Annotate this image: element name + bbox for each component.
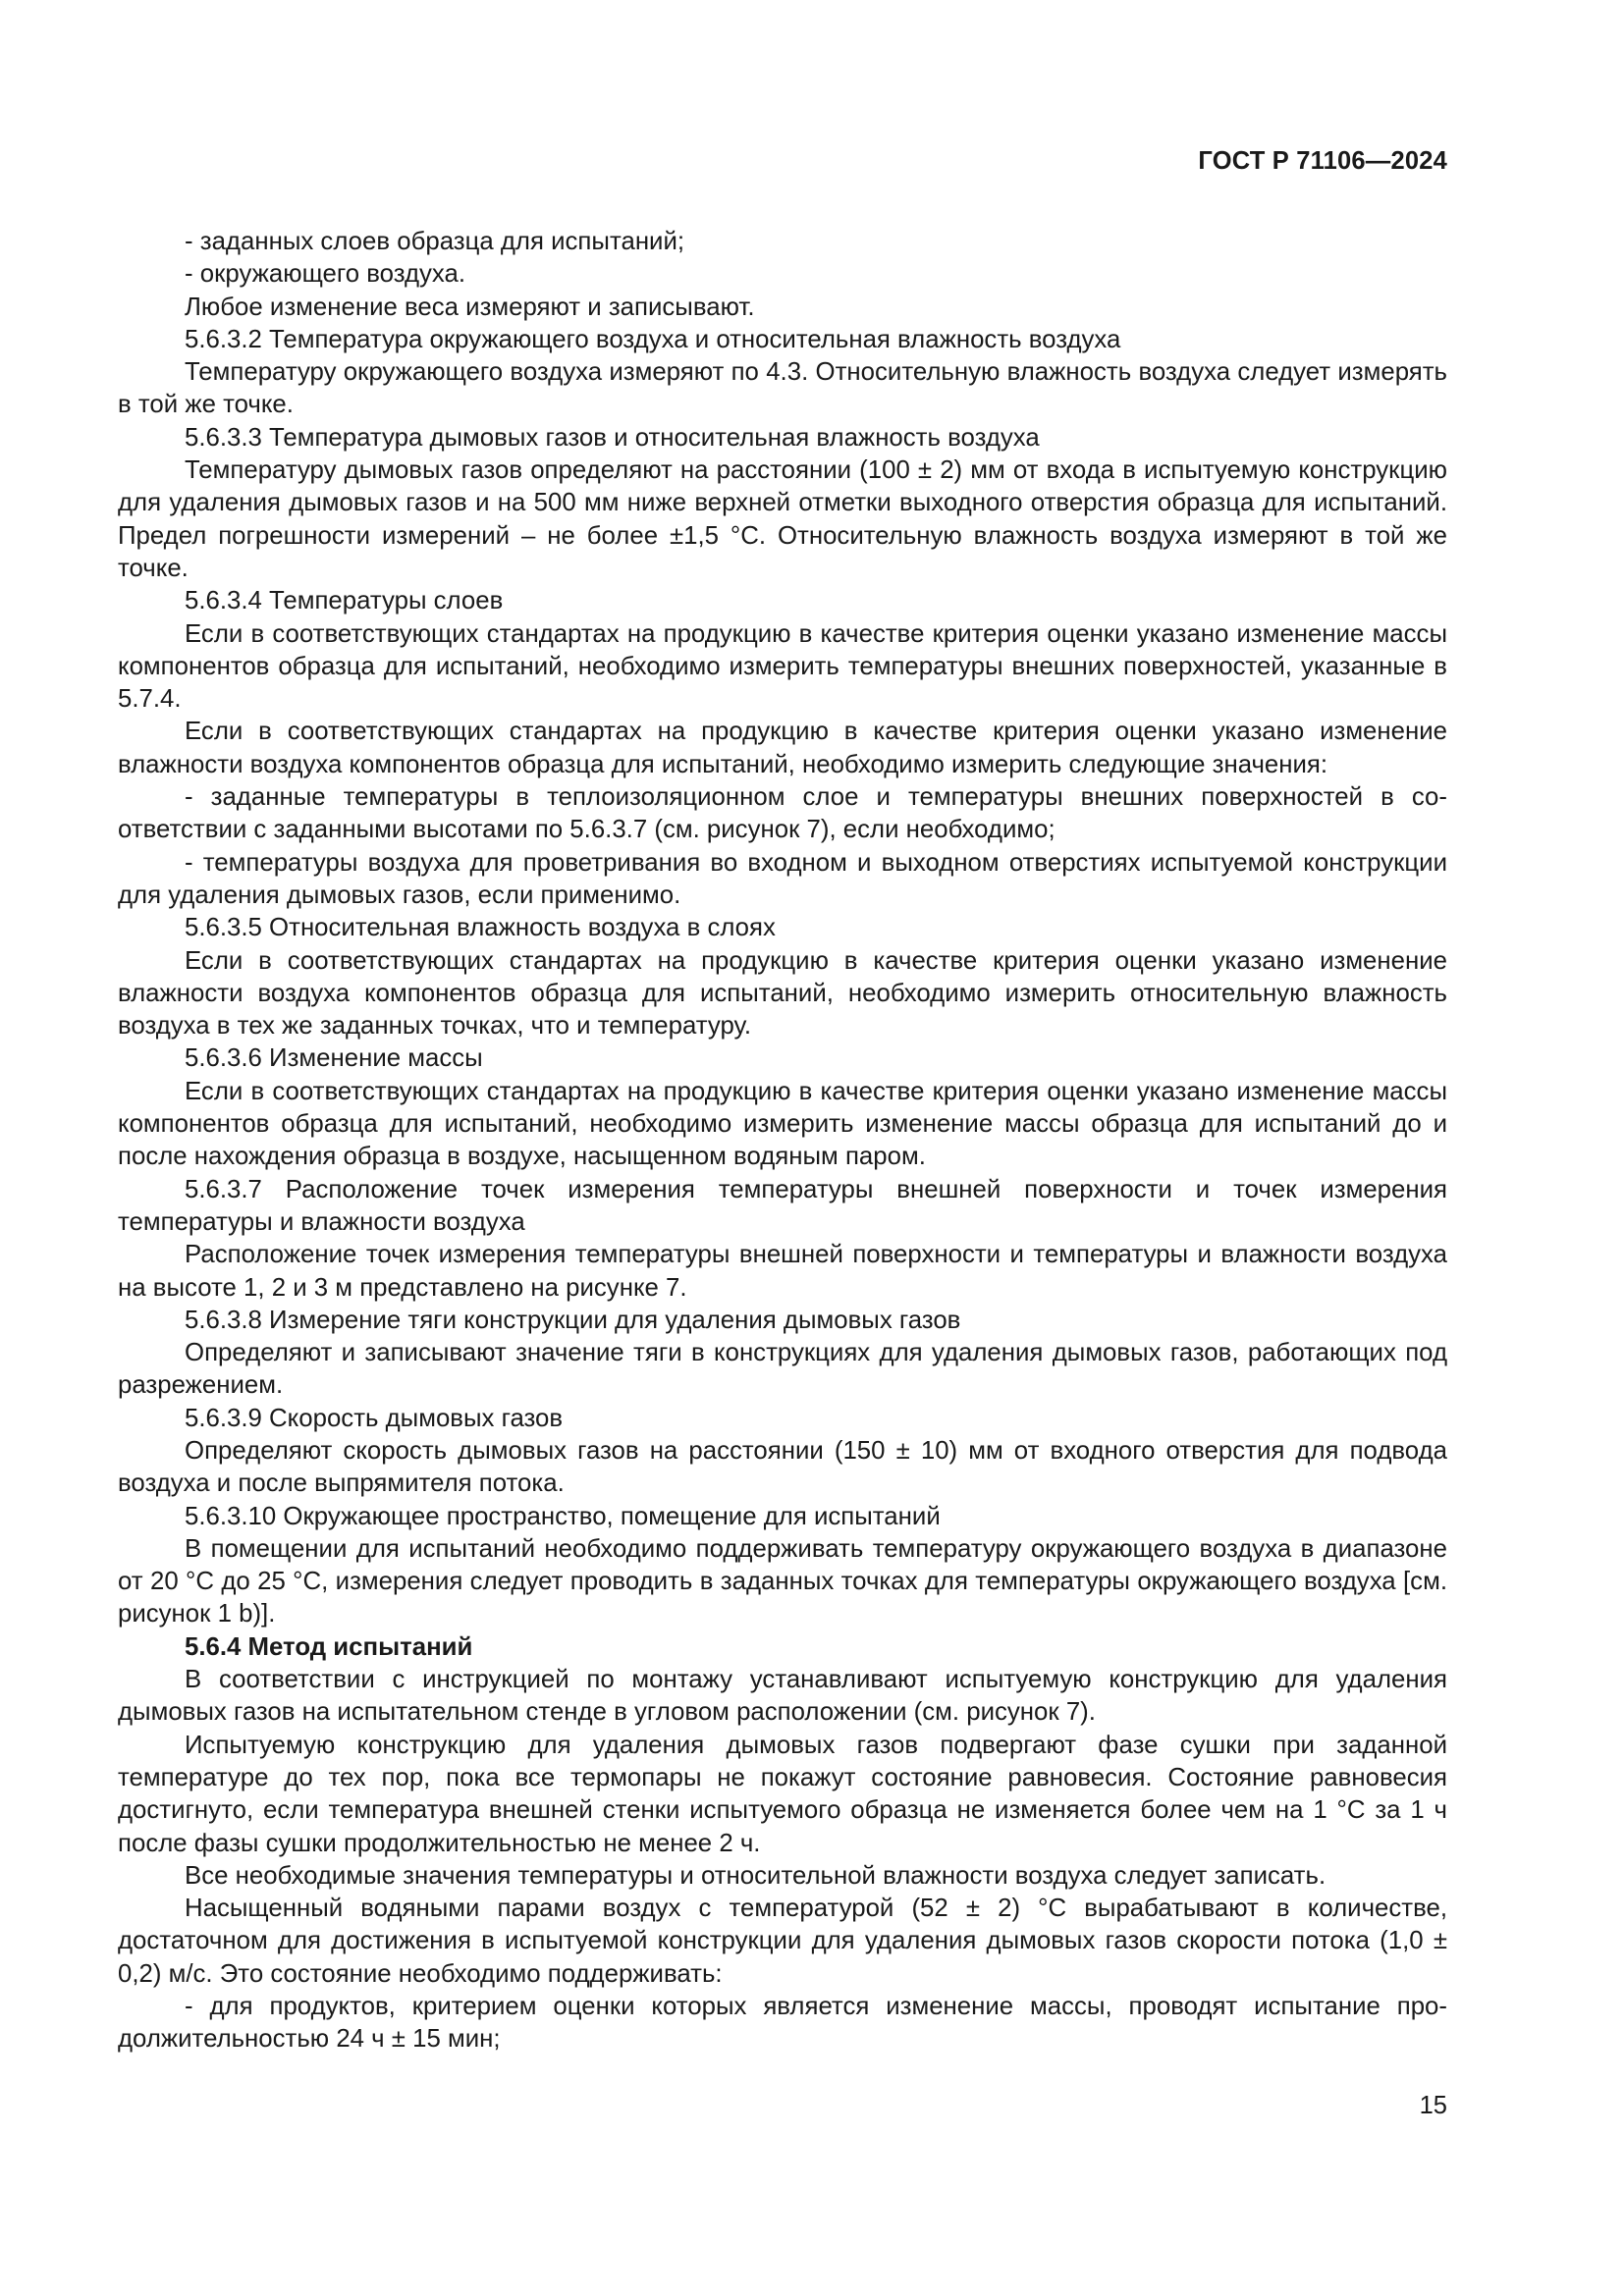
paragraph: Определяют скорость дымовых газов на расстоянии (150 ± 10) мм от входного отверстия для подвода воздуха и после выпрямителя потока. (118, 1436, 1447, 1498)
paragraph: Любое изменение веса измеряют и записывают. (185, 293, 755, 321)
paragraph: В помещении для испытаний необходимо поддерживать температуру окружающего воздуха в диапазоне от 20 °С до 25 °С, измерения следует проводить в заданных точках для температуры окружающего воздуха [см. рисунок 1 b)]. (118, 1534, 1447, 1629)
section-heading: 5.6.3.6 Изменение массы (185, 1044, 483, 1073)
paragraph: Все необходимые значения температуры и относительной влажности воздуха следует записать. (185, 1861, 1326, 1890)
paragraph: Определяют и записывают значение тяги в конструкциях для удаления дымовых газов, работающих под разрежением. (118, 1339, 1447, 1400)
paragraph: Расположение точек измерения температуры внешней поверхности и температуры и влажности воздуха на высоте 1, 2 и 3 м представлено на рисунке 7. (118, 1241, 1447, 1302)
paragraph: Если в соответствующих стандартах на продукцию в качестве критерия оценки указано изменение массы компонентов образца для испытаний, необходимо измерить изменение массы образца для испытаний до и после нахождения образца в воздухе, насыщенном водяным паром. (118, 1077, 1447, 1171)
section-heading: 5.6.3.2 Температура окружающего воздуха и относительная влажность воздуха (185, 325, 1121, 353)
section-heading: 5.6.3.10 Окружающее пространство, помещение для испытаний (185, 1502, 941, 1530)
section-heading: 5.6.3.5 Относительная влажность воздуха в слоях (185, 914, 776, 942)
paragraph: В соответствии с инструкцией по монтажу устанавливают испытуемую конструкцию для удаления дымовых газов на испытательном стенде в угловом расположении (см. рисунок 7). (118, 1666, 1447, 1727)
document-body (118, 226, 1447, 2056)
paragraph: Если в соответствующих стандартах на продукцию в качестве критерия оценки указано изменение влажности воздуха компонентов образца для испытаний, необходимо измерить относительную влажность воздуха в тех же заданных точках, что и температуру. (118, 946, 1447, 1041)
section-heading: 5.6.3.9 Скорость дымовых газов (185, 1404, 564, 1432)
document-standard-number: ГОСТ Р 71106—2024 (1198, 147, 1447, 175)
section-heading: 5.6.3.4 Температуры слоев (185, 587, 504, 615)
paragraph: - для продуктов, критерием оценки которых является изменение массы, проводят испытание продолжительностью 24 ч ± 15 мин; (118, 1993, 1447, 2054)
paragraph: - заданные температуры в теплоизоляционном слое и температуры внешних поверхностей в соответствии с заданными высотами по 5.6.3.7 (см. рисунок 7), если необходимо; (118, 783, 1447, 844)
paragraph: - температуры воздуха для проветривания во входном и выходном отверстиях испытуемой конструкции для удаления дымовых газов, если применимо. (118, 848, 1447, 909)
paragraph: - заданных слоев образца для испытаний; (185, 228, 685, 255)
paragraph: Если в соответствующих стандартах на продукцию в качестве критерия оценки указано изменение влажности воздуха компонентов образца для испытаний, необходимо измерить следующие значения: (118, 718, 1447, 778)
paragraph: Температуру дымовых газов определяют на расстоянии (100 ± 2) мм от входа в испытуемую конструкцию для удаления дымовых газов и на 500 мм ниже верхней отметки выходного отверстия образца для испытаний. Предел погрешности измерений – не более ±1,5 °С. Относительную влажность воздуха измеряют в той же точке. (118, 456, 1447, 582)
paragraph: Насыщенный водяными парами воздух с температурой (52 ± 2) °С вырабатывают в количестве, достаточном для достижения в испытуемой конструкции для удаления дымовых газов скорости потока (1,0 ± 0,2) м/с. Это состояние необходимо поддерживать: (118, 1895, 1447, 1988)
paragraph: - окружающего воздуха. (185, 260, 466, 289)
paragraph: Испытуемую конструкцию для удаления дымовых газов подвергают фазе сушки при заданной температуре до тех пор, пока все термопары не покажут состояние равновесия. Состояние равновесия достигнуто, если температура внешней стенки испытуемого образца не изменяется более чем на 1 °С за 1 ч после фазы сушки продолжительностью не менее 2 ч. (118, 1731, 1447, 1857)
section-heading-bold: 5.6.4 Метод испытаний (185, 1632, 473, 1661)
page-number: 15 (1419, 2092, 1447, 2119)
paragraph: Температуру окружающего воздуха измеряют по 4.3. Относительную влажность воздуха следует измерять в той же точке. (118, 358, 1447, 419)
paragraph: Если в соответствующих стандартах на продукцию в качестве критерия оценки указано изменение массы компонентов образца для испытаний, необходимо измерить температуры внешних поверхностей, указанные в 5.7.4. (118, 619, 1447, 714)
section-heading: 5.6.3.3 Температура дымовых газов и относительная влажность воздуха (185, 423, 1040, 452)
section-heading: 5.6.3.7 Расположение точек измерения температуры внешней поверхности и точек измерения температуры и влажности воздуха (118, 1175, 1447, 1236)
section-heading: 5.6.3.8 Измерение тяги конструкции для удаления дымовых газов (185, 1306, 961, 1334)
